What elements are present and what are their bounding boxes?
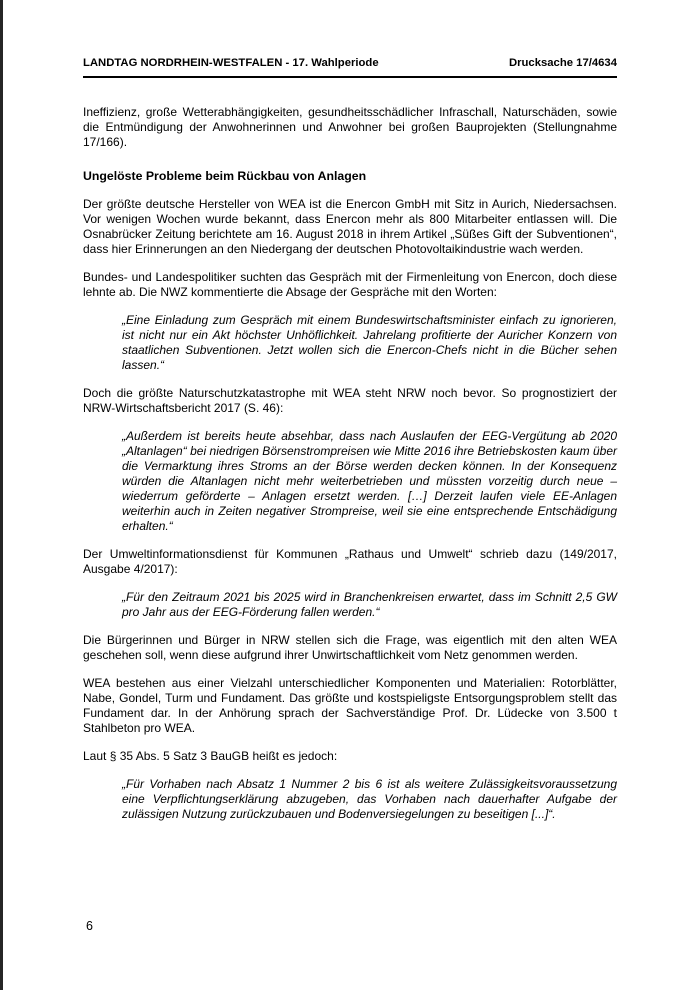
intro-paragraph: Ineffizienz, große Wetterabhängigkeiten, gesundheitsschädlicher Infraschall, Naturschäden, sowie die Entmündigung der Anwohnerinnen und Anwohner bei großen Bauprojekten (Stellungnahme 17/166).: [83, 105, 617, 149]
umweltdienst-paragraph: Der Umweltinformationsdienst für Kommunen „Rathaus und Umwelt“ schrieb dazu (149/2017, Ausgabe 4/2017):: [83, 547, 617, 576]
section-heading: Ungelöste Probleme beim Rückbau von Anlagen: [83, 169, 367, 183]
document-header: [83, 57, 617, 78]
baugb-quote: „Für Vorhaben nach Absatz 1 Nummer 2 bis 6 ist als weitere Zulässigkeitsvoraussetzung eine Verpflichtungserklärung abzugeben, das Vorhaben nach dauerhafter Aufgabe der zulässigen Nutzung zurückzubauen und Bodenversiegelungen zu beseitigen [...]“.: [122, 777, 617, 821]
document-content: [3, 0, 700, 822]
page-number: 6: [86, 919, 93, 933]
rathaus-umwelt-quote: „Für den Zeitraum 2021 bis 2025 wird in Branchenkreisen erwartet, dass im Schnitt 2,5 GW pro Jahr aus der EEG-Förderung fallen werden.“: [122, 590, 617, 619]
header-document-number: Drucksache 17/4634: [508, 57, 617, 69]
nwz-quote: „Eine Einladung zum Gespräch mit einem Bundeswirtschaftsminister einfach zu ignorieren, ist nicht nur ein Akt höchster Unhöflichkeit. Jahrelang profitierte der Auricher Konzern von staatlichen Subventionen. Jetzt wollen sich die Enercon-Chefs nicht in die Bücher sehen lassen.“: [122, 313, 617, 372]
header-parliament-title: LANDTAG NORDRHEIN-WESTFALEN - 17. Wahlperiode: [83, 57, 379, 69]
prognose-paragraph: Doch die größte Naturschutzkatastrophe mit WEA steht NRW noch bevor. So prognostiziert der NRW-Wirtschaftsbericht 2017 (S. 46):: [83, 386, 617, 415]
enercon-paragraph: Der größte deutsche Hersteller von WEA ist die Enercon GmbH mit Sitz in Aurich, Niedersachsen. Vor wenigen Wochen wurde bekannt, dass Enercon mehr als 800 Mitarbeiter entlassen will. Die Osnabrücker Zeitung berichtete am 16. August 2018 in ihrem Artikel „Süßes Gift der Subventionen“, dass hier Erinnerungen an den Niedergang der deutschen Photovoltaikindustrie wach werden.: [83, 197, 617, 256]
wirtschaftsbericht-quote: „Außerdem ist bereits heute absehbar, dass nach Auslaufen der EEG-Vergütung ab 2020 „Altanlagen“ bei niedrigen Börsenstrompreisen wie Mitte 2016 ihre Betriebskosten kaum über die Vermarktung ihres Stroms an der Börse werden decken können. In der Konsequenz würden die Altanlagen nicht mehr weiterbetrieben und müssten vorzeitig durch neue – wiederrum geförderte – Anlagen ersetzt werden. […] Derzeit laufen viele EE-Anlagen weiterhin auch in Zeiten negativer Strompreise, weil sie eine entsprechende Entschädigung erhalten.“: [122, 429, 617, 533]
buerger-paragraph: Die Bürgerinnen und Bürger in NRW stellen sich die Frage, was eigentlich mit den alten WEA geschehen soll, wenn diese aufgrund ihrer Unwirtschaftlichkeit vom Netz genommen werden.: [83, 633, 617, 662]
baugb-paragraph: Laut § 35 Abs. 5 Satz 3 BauGB heißt es jedoch:: [83, 749, 338, 763]
gespraech-paragraph: Bundes- und Landespolitiker suchten das Gespräch mit der Firmenleitung von Enercon, doch diese lehnte ab. Die NWZ kommentierte die Absage der Gespräche mit den Worten:: [83, 270, 617, 299]
komponenten-paragraph: WEA bestehen aus einer Vielzahl unterschiedlicher Komponenten und Materialien: Rotorblätter, Nabe, Gondel, Turm und Fundament. Das größte und kostspieligste Entsorgungsproblem stellt das Fundament dar. In der Anhörung sprach der Sachverständige Prof. Dr. Lüdecke von 3.500 t Stahlbeton pro WEA.: [83, 676, 617, 735]
